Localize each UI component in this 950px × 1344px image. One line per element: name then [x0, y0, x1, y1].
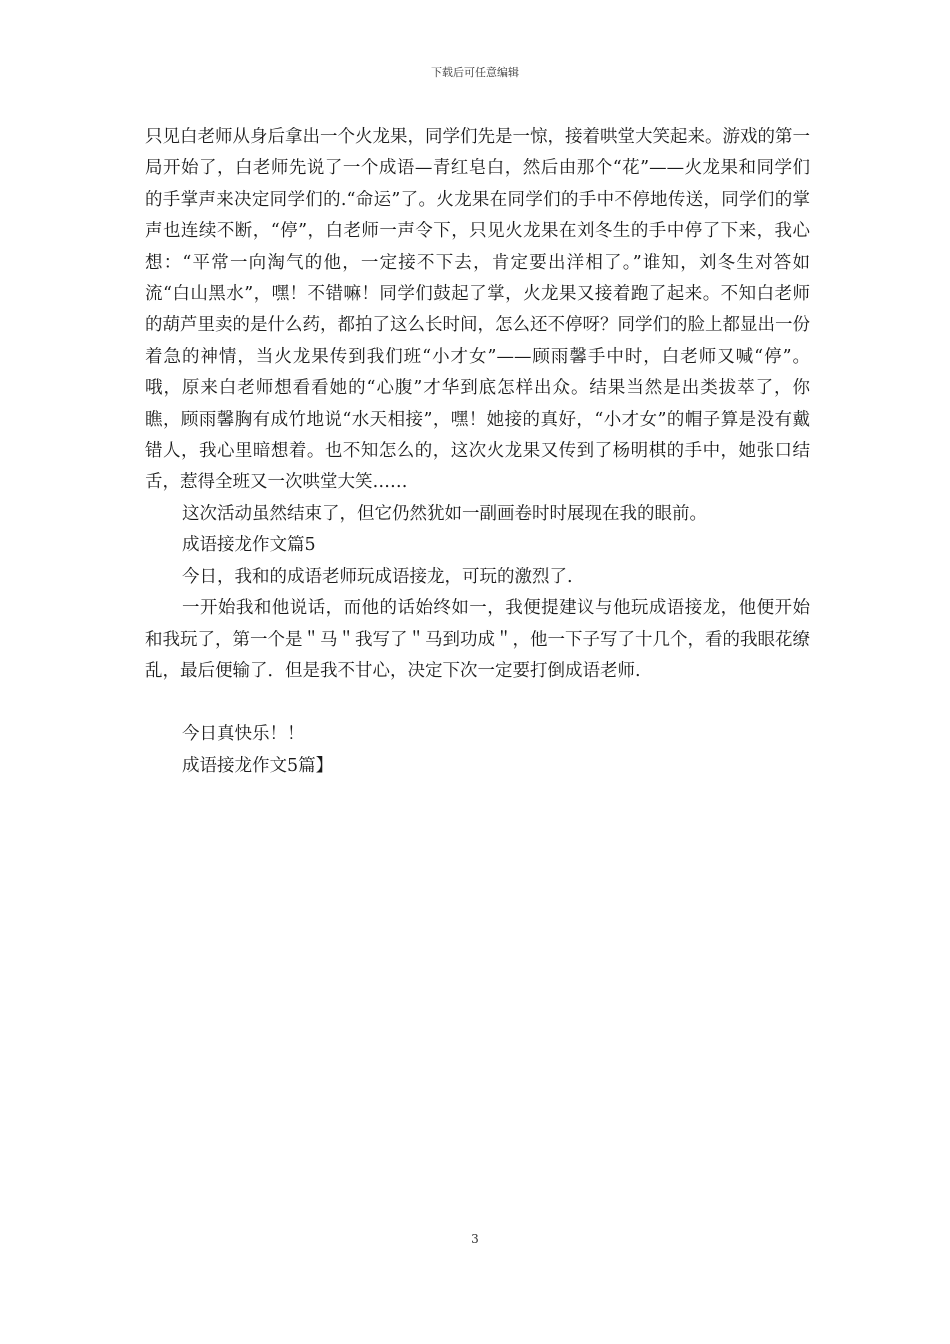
- header-note: 下载后可任意编辑: [431, 66, 519, 79]
- page-footer: [0, 1232, 950, 1246]
- paragraph-intro: 今日，我和的成语老师玩成语接龙，可玩的激烈了.: [182, 566, 573, 587]
- paragraph-game: 一开始我和他说话，而他的话始终如一，我便提建议与他玩成语接龙，他便开始和我玩了，第一个是＂马＂我写了＂马到功成＂，他一下子写了十几个，看的我眼花缭乱，最后便输了．但是我不甘心，决定下次一定要打倒成语老师.: [145, 598, 810, 681]
- section-heading: 成语接龙作文篇5: [182, 535, 316, 556]
- paragraph-conclusion: 这次活动虽然结束了，但它仍然犹如一副画卷时时展现在我的眼前。: [182, 503, 707, 524]
- paragraph-happy: 今日真快乐！！: [182, 724, 305, 745]
- page-number: 3: [471, 1232, 479, 1246]
- closing-title: 成语接龙作文5篇】: [182, 755, 334, 776]
- page-header: [0, 66, 950, 80]
- paragraph-story: 只见白老师从身后拿出一个火龙果，同学们先是一惊，接着哄堂大笑起来。游戏的第一局开始了，白老师先说了一个成语—青红皂白，然后由那个“花”——火龙果和同学们的手掌声来决定同学们的.“命运”了。火龙果在同学们的手中不停地传送，同学们的掌声也连续不断，“停”，白老师一声令下，只见火龙果在刘冬生的手中停了下来，我心想：“平常一向淘气的他，一定接不下去，肯定要出洋相了。”谁知，刘冬生对答如流“白山黑水”，嘿！不错嘛！同学们鼓起了掌，火龙果又接着跑了起来。不知白老师的葫芦里卖的是什么药，都拍了这么长时间，怎么还不停呀？同学们的脸上都显出一份着急的神情，当火龙果传到我们班“小才女”——顾雨馨手中时，白老师又喊“停”。哦，原来白老师想看看她的“心腹”才华到底怎样出众。结果当然是出类拔萃了，你瞧，顾雨馨胸有成竹地说“水天相接”，嘿！她接的真好，“小才女”的帽子算是没有戴错人，我心里暗想着。也不知怎么的，这次火龙果又传到了杨明棋的手中，她张口结舌，惹得全班又一次哄堂大笑……: [145, 127, 810, 493]
- document-body: [145, 122, 810, 782]
